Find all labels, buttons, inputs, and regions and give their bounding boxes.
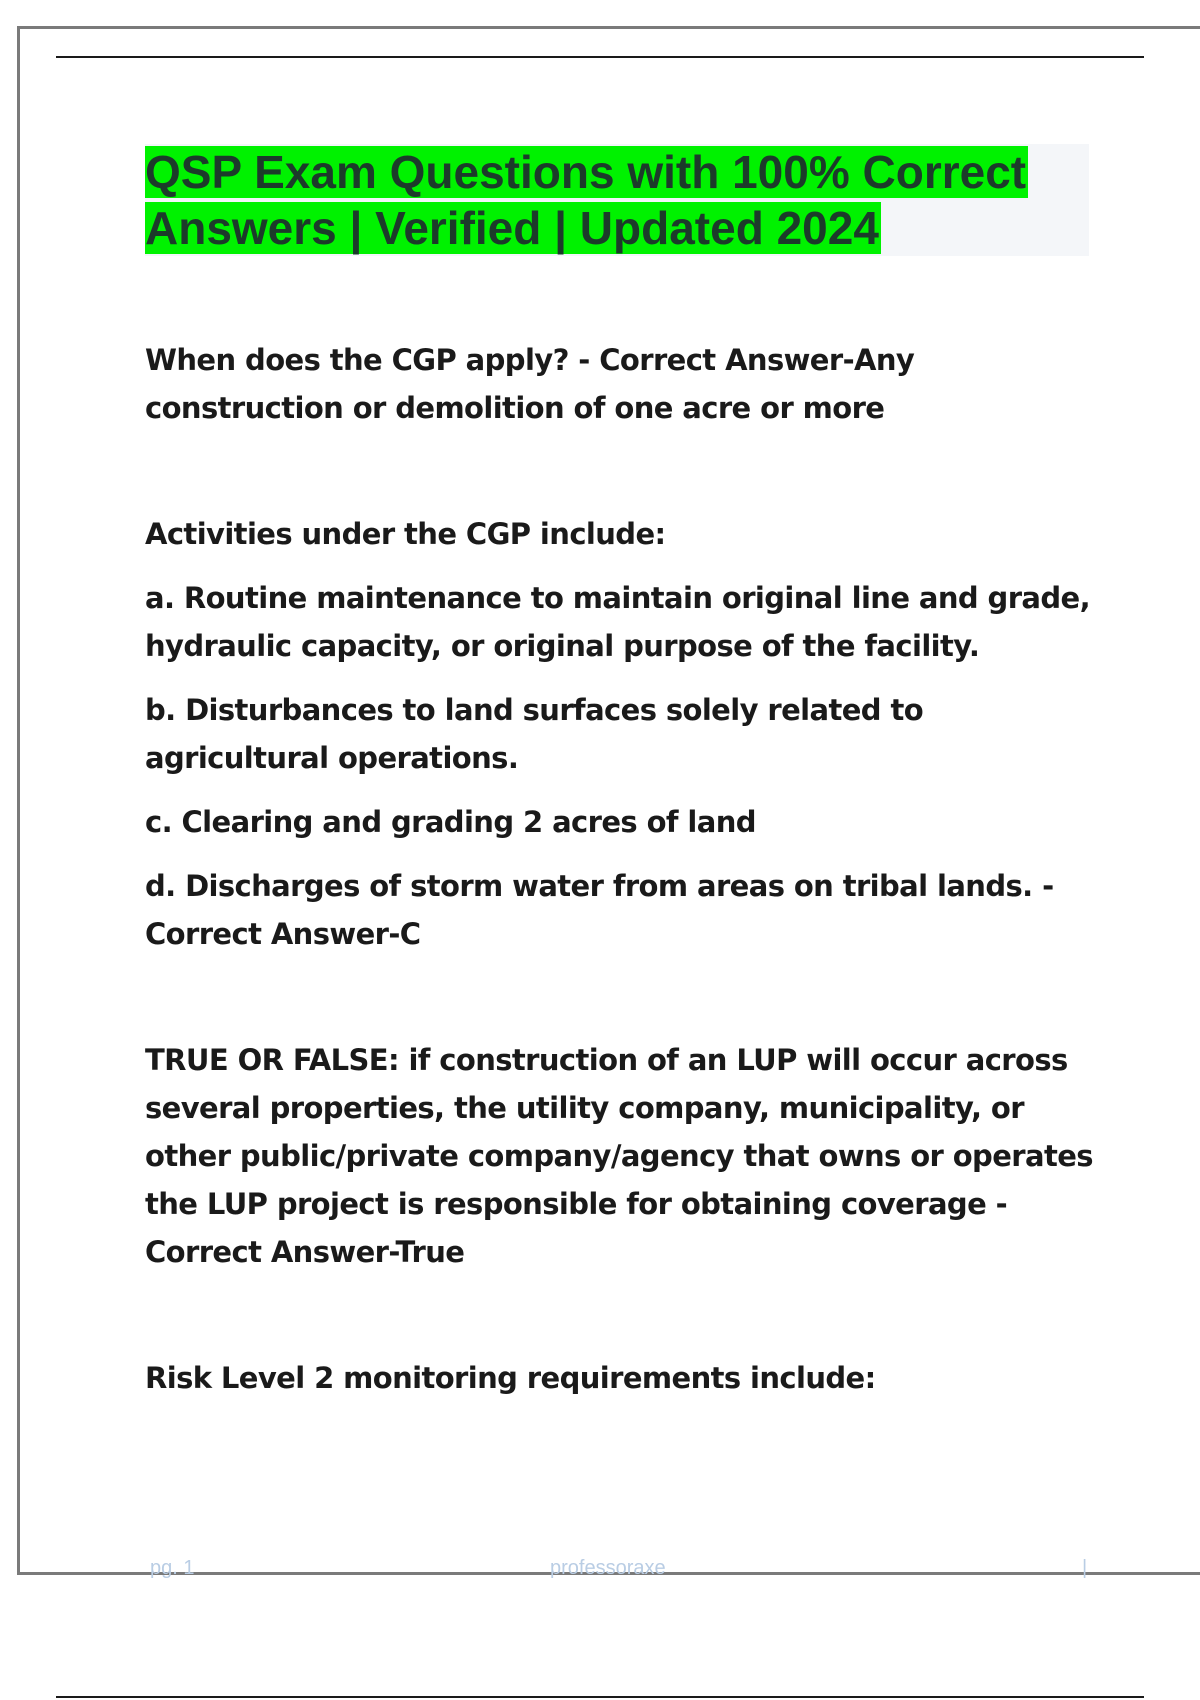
option-b: b. Disturbances to land surfaces solely related to agricultural operations. xyxy=(145,693,924,775)
header-rule xyxy=(56,56,1144,58)
question-cgp-apply: When does the CGP apply? - Correct Answer-Any construction or demolition of one acre or more xyxy=(145,343,915,425)
document-title xyxy=(145,144,1089,256)
title-line-1: QSP Exam Questions with 100% Correct xyxy=(145,146,1027,198)
footer-author: professoraxe xyxy=(550,1557,666,1579)
question-activities-heading: Activities under the CGP include: xyxy=(145,517,666,551)
footer-separator: | xyxy=(1082,1557,1088,1579)
option-a: a. Routine maintenance to maintain original line and grade, hydraulic capacity, or original purpose of the facility. xyxy=(145,581,1091,663)
document-body xyxy=(145,336,1095,1402)
bottom-rule xyxy=(56,1696,1144,1698)
title-line-2: Answers | Verified | Updated 2024 xyxy=(145,202,879,254)
option-d: d. Discharges of storm water from areas on tribal lands. - Correct Answer-C xyxy=(145,869,1054,951)
option-c: c. Clearing and grading 2 acres of land xyxy=(145,805,756,839)
page-footer xyxy=(0,1557,1200,1587)
question-true-false-lup: TRUE OR FALSE: if construction of an LUP will occur across several properties, the utility company, municipality, or other public/private company/agency that owns or operates the LUP project is responsible for obtaining coverage - Correct Answer-True xyxy=(145,1043,1093,1269)
question-risk-level-2: Risk Level 2 monitoring requirements include: xyxy=(145,1361,876,1395)
footer-page-number: pg. 1 xyxy=(150,1557,195,1579)
